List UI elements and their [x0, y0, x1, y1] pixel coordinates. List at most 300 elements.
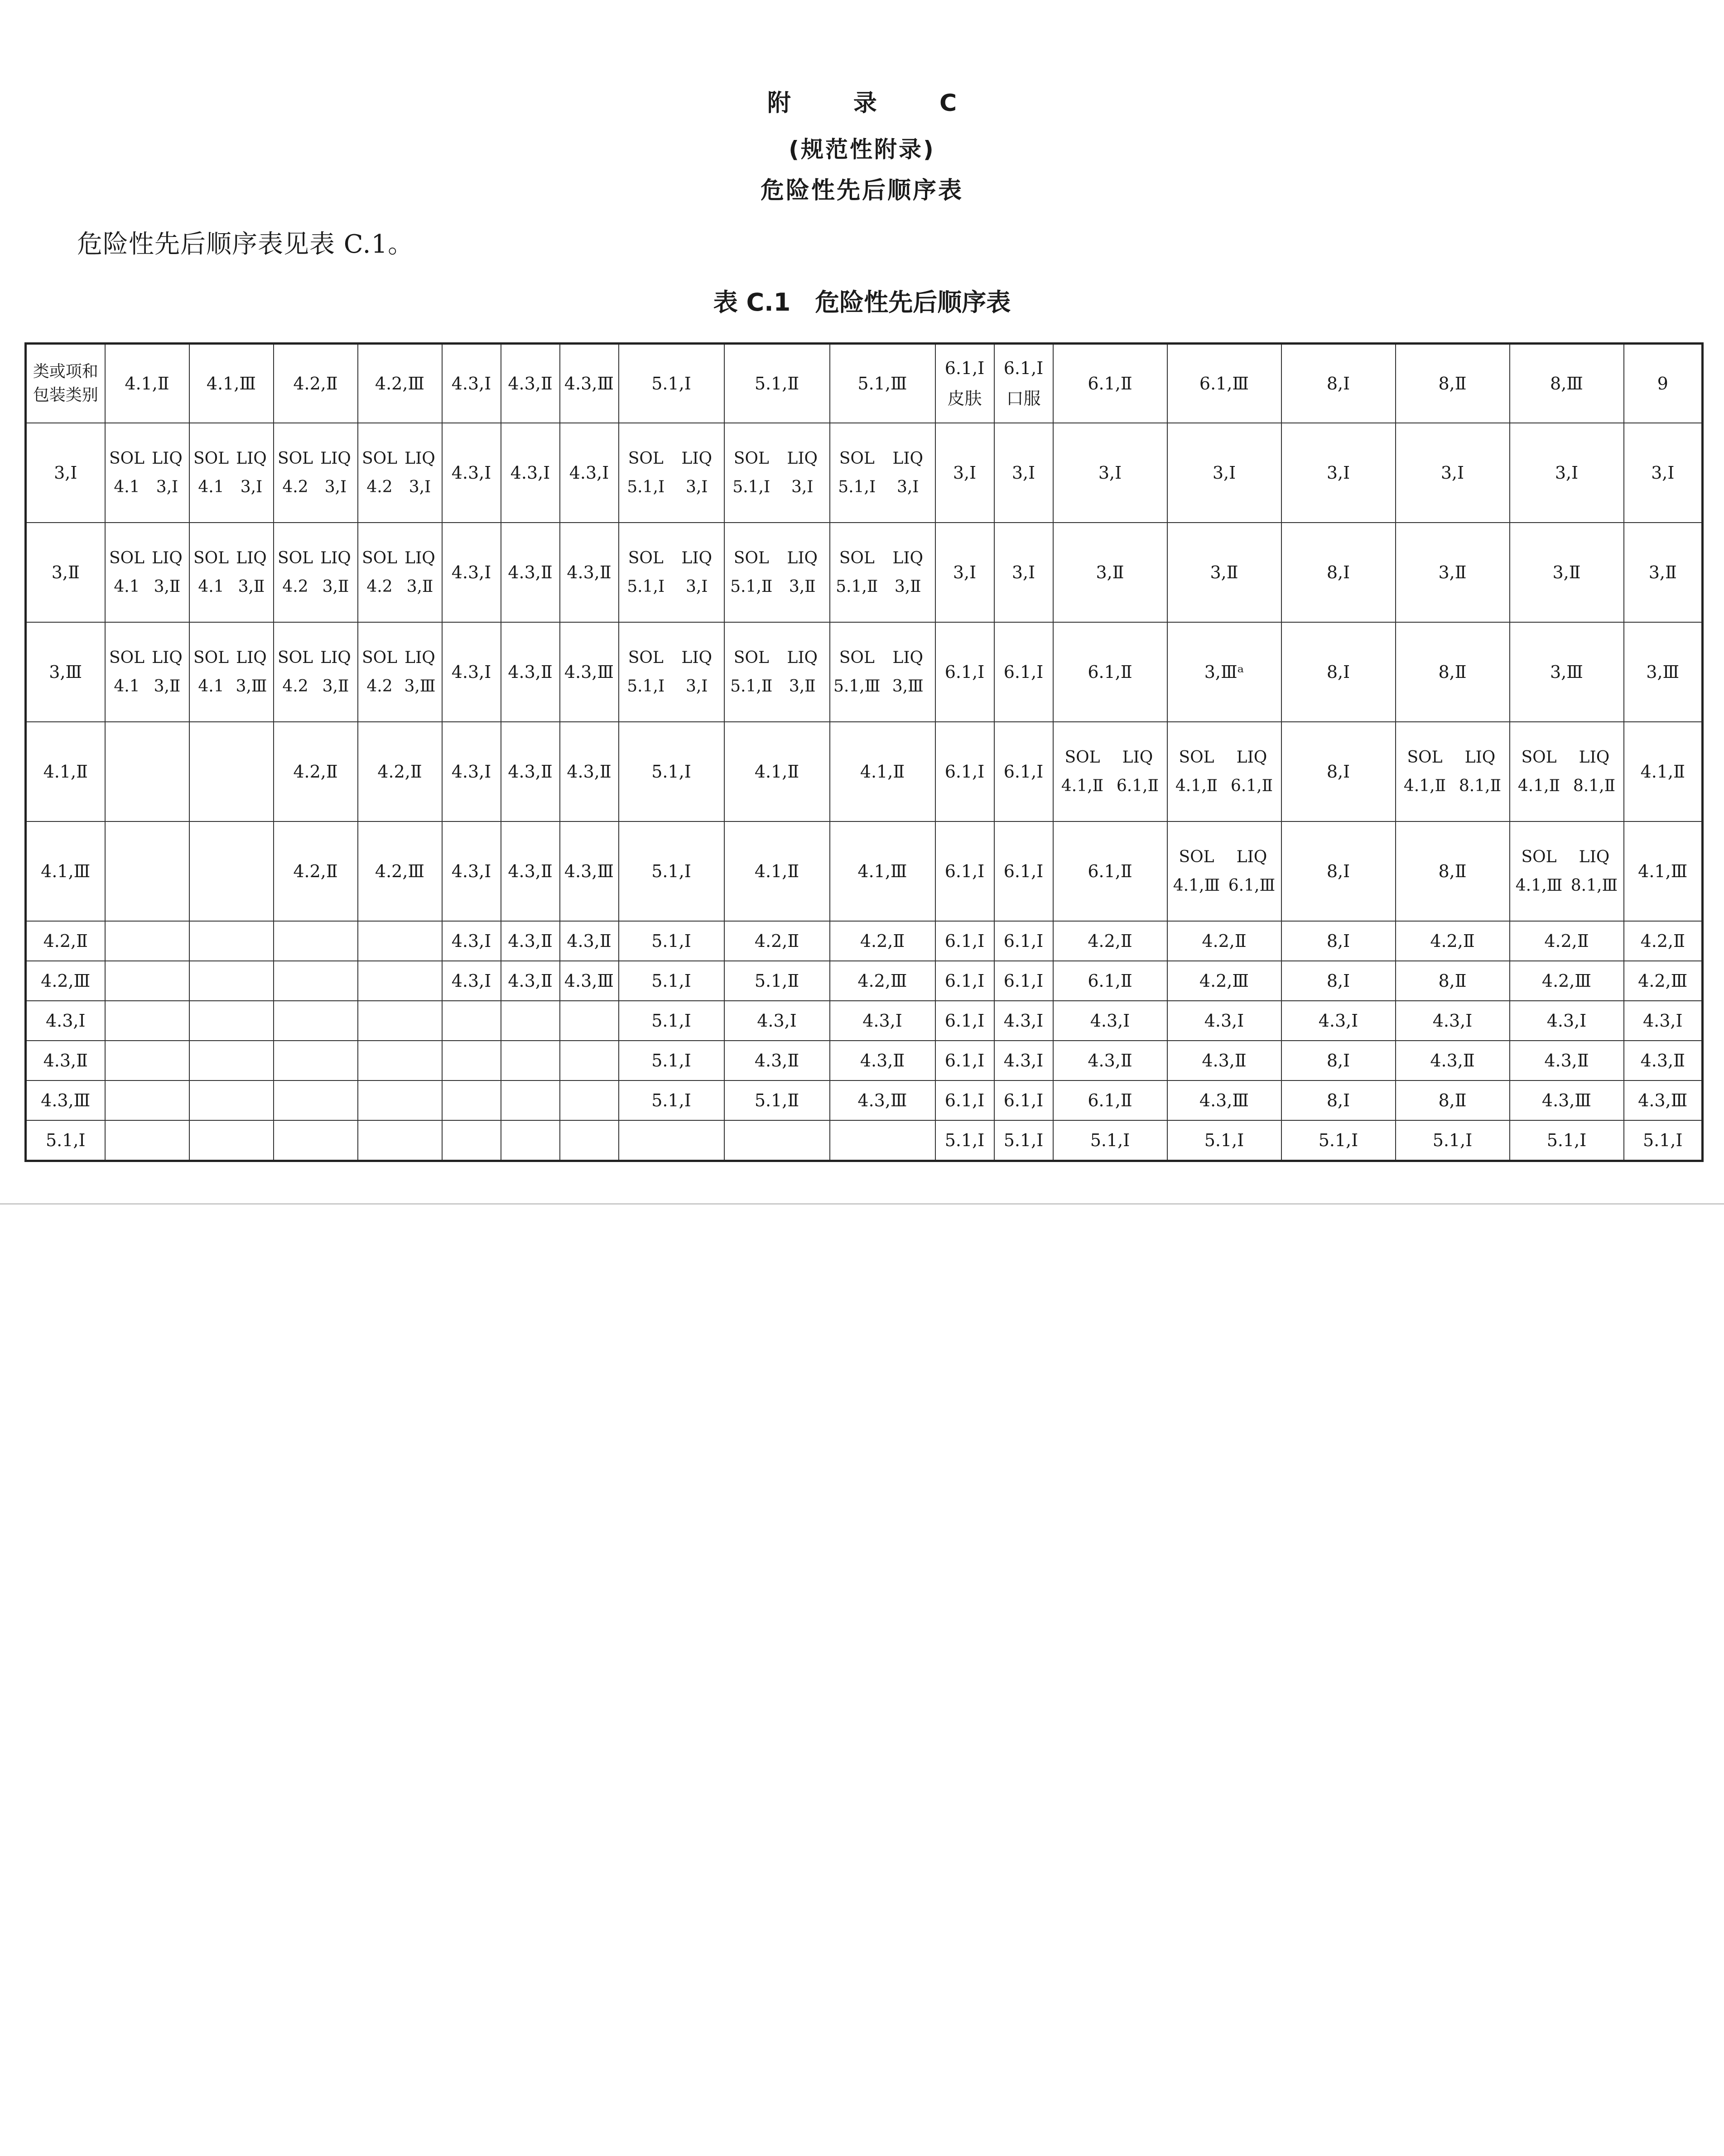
column-header — [105, 344, 189, 423]
liq-value: 3,Ⅱ — [154, 677, 181, 696]
cell-value: 3,Ⅲᵃ — [1204, 662, 1244, 682]
sol-label: SOL — [839, 648, 875, 667]
table-cell — [1281, 1120, 1396, 1161]
column-header — [619, 344, 724, 423]
cell-value: 4.2,Ⅱ — [1202, 931, 1247, 951]
liq-value: 3,Ⅱ — [894, 577, 921, 596]
table-cell — [560, 523, 619, 622]
cell-value: 4.1,Ⅲ — [857, 861, 907, 881]
table-cell — [1053, 921, 1167, 961]
sol-label: SOL — [1179, 748, 1214, 767]
table-cell — [105, 1001, 189, 1041]
column-header — [724, 344, 830, 423]
table-cell — [724, 722, 830, 821]
table-cell — [724, 961, 830, 1001]
table-cell — [358, 523, 442, 622]
sol-label: SOL — [839, 449, 875, 468]
cell-value: 4.3,Ⅰ — [1003, 1051, 1044, 1071]
cell-value: 4.2,Ⅲ — [1199, 971, 1249, 991]
cell-value: 3,Ⅱ — [1648, 562, 1677, 582]
cell-value: 8,Ⅰ — [1326, 971, 1350, 991]
table-cell — [560, 821, 619, 921]
table-cell — [1281, 423, 1396, 523]
table-cell — [619, 961, 724, 1001]
table-cell — [994, 423, 1053, 523]
table-cell — [1624, 961, 1703, 1001]
cell-value: 4.3,Ⅰ — [1642, 1011, 1683, 1031]
cell-value: 3,Ⅰ — [1651, 463, 1675, 483]
table-cell — [358, 1041, 442, 1080]
table-cell — [1624, 622, 1703, 722]
cell-value: 4.3,Ⅲ — [564, 971, 614, 991]
liq-value: 3,Ⅰ — [791, 478, 814, 496]
sol-value: 4.1,Ⅱ — [1517, 777, 1560, 795]
table-cell — [105, 921, 189, 961]
column-header-class: 5.1,Ⅱ — [754, 374, 799, 394]
table-cell — [1053, 1120, 1167, 1161]
sol-label: SOL — [361, 449, 398, 468]
sol-liq-split — [1168, 748, 1281, 795]
cell-value: 4.2,Ⅲ — [1541, 971, 1592, 991]
sol-liq-split — [106, 648, 189, 696]
sol-liq-split — [358, 648, 442, 696]
table-cell — [274, 1041, 358, 1080]
liq-label: LIQ — [152, 449, 183, 468]
sol-label: SOL — [1179, 848, 1214, 866]
sol-value: 5.1,Ⅰ — [838, 478, 876, 496]
cell-value: 4.3,Ⅱ — [508, 861, 553, 881]
sol-label: SOL — [193, 549, 229, 567]
cell-value: 4.3,Ⅲ — [564, 861, 614, 881]
table-cell — [1053, 1001, 1167, 1041]
table-row — [26, 961, 1703, 1001]
table-cell — [1510, 921, 1624, 961]
cell-value: 4.3,Ⅰ — [862, 1011, 902, 1031]
cell-value: 4.1,Ⅱ — [860, 762, 905, 782]
liq-value: 3,Ⅰ — [324, 478, 347, 496]
table-cell — [274, 622, 358, 722]
liq-value: 3,Ⅱ — [789, 577, 816, 596]
table-cell — [1281, 1001, 1396, 1041]
table-cell — [935, 1080, 994, 1120]
cell-value: 4.3,Ⅱ — [754, 1051, 799, 1071]
cell-value: 4.3,Ⅰ — [451, 861, 491, 881]
cell-value: 3,Ⅰ — [1555, 463, 1579, 483]
column-header — [560, 344, 619, 423]
liq-value: 6.1,Ⅲ — [1228, 876, 1276, 895]
table-cell — [274, 523, 358, 622]
table-cell — [994, 961, 1053, 1001]
sol-label: SOL — [733, 648, 769, 667]
liq-value: 3,Ⅱ — [322, 577, 349, 596]
sol-value: 4.1,Ⅱ — [1175, 777, 1218, 795]
table-cell — [501, 961, 560, 1001]
liq-label: LIQ — [320, 449, 351, 468]
table-cell — [1396, 423, 1510, 523]
column-header-class: 8,Ⅰ — [1326, 374, 1350, 394]
table-cell — [1510, 722, 1624, 821]
table-row — [26, 921, 1703, 961]
table-cell — [1624, 1120, 1703, 1161]
table-cell — [501, 423, 560, 523]
table-cell — [619, 1080, 724, 1120]
cell-value: 8,Ⅱ — [1438, 971, 1467, 991]
table-cell — [935, 921, 994, 961]
cell-value: 4.1,Ⅱ — [754, 861, 799, 881]
table-cell — [1053, 1080, 1167, 1120]
liq-label: LIQ — [236, 449, 267, 468]
cell-value: 4.2,Ⅱ — [754, 931, 799, 951]
sol-label: SOL — [361, 648, 398, 667]
liq-label: LIQ — [681, 449, 713, 468]
page-divider — [0, 1203, 1724, 1205]
table-row — [26, 1080, 1703, 1120]
cell-value: 4.3,Ⅰ — [451, 662, 491, 682]
sol-label: SOL — [1064, 748, 1100, 767]
sol-value: 4.1 — [198, 577, 224, 596]
column-header-class: 4.2,Ⅲ — [375, 374, 425, 394]
table-cell — [1396, 821, 1510, 921]
liq-value: 3,Ⅲ — [236, 677, 267, 696]
column-header-class: 4.2,Ⅱ — [293, 374, 338, 394]
table-cell — [994, 1001, 1053, 1041]
sol-liq-split — [619, 549, 724, 596]
liq-label: LIQ — [405, 449, 435, 468]
table-cell — [560, 423, 619, 523]
cell-value: 8,Ⅰ — [1326, 562, 1350, 582]
liq-value: 8.1,Ⅲ — [1570, 876, 1618, 895]
table-cell — [189, 523, 274, 622]
cell-value: 3,Ⅰ — [1440, 463, 1464, 483]
cell-value: 4.3,Ⅱ — [508, 971, 553, 991]
hazard-precedence-table — [24, 342, 1704, 1162]
sol-value: 4.2 — [366, 478, 393, 496]
cell-value: 4.3,Ⅰ — [451, 463, 491, 483]
table-cell — [724, 523, 830, 622]
row-header-label: 3,Ⅱ — [51, 562, 80, 582]
table-cell — [1396, 1001, 1510, 1041]
sol-liq-split — [1054, 748, 1167, 795]
table-cell — [1281, 722, 1396, 821]
table-cell — [619, 523, 724, 622]
table-cell — [724, 1080, 830, 1120]
table-cell — [560, 1080, 619, 1120]
cell-value: 6.1,Ⅰ — [944, 1090, 985, 1110]
table-cell — [830, 423, 935, 523]
table-cell — [619, 1001, 724, 1041]
cell-value: 4.3,Ⅱ — [1430, 1051, 1475, 1071]
liq-value: 3,Ⅰ — [156, 478, 178, 496]
cell-value: 4.3,Ⅰ — [451, 931, 491, 951]
sol-label: SOL — [628, 549, 664, 567]
sol-value: 5.1,Ⅰ — [627, 677, 665, 696]
row-header — [26, 821, 105, 921]
cell-value: 8,Ⅰ — [1326, 662, 1350, 682]
cell-value: 4.3,Ⅰ — [1003, 1011, 1044, 1031]
table-cell — [274, 1001, 358, 1041]
sol-label: SOL — [109, 449, 145, 468]
cell-value: 5.1,Ⅰ — [651, 1090, 691, 1110]
table-cell — [935, 622, 994, 722]
sol-value: 4.2 — [282, 577, 308, 596]
table-cell — [1624, 722, 1703, 821]
cell-value: 6.1,Ⅰ — [944, 662, 985, 682]
liq-label: LIQ — [320, 648, 351, 667]
table-cell — [1510, 1001, 1624, 1041]
cell-value: 4.3,Ⅱ — [567, 562, 612, 582]
liq-label: LIQ — [681, 549, 713, 567]
table-cell — [1281, 921, 1396, 961]
liq-label: LIQ — [892, 449, 924, 468]
sol-liq-split — [106, 449, 189, 496]
cell-value: 4.3,Ⅲ — [857, 1090, 907, 1110]
cell-value: 5.1,Ⅰ — [651, 971, 691, 991]
cell-value: 6.1,Ⅰ — [1003, 762, 1044, 782]
corner-header-cell — [26, 344, 105, 423]
cell-value: 4.3,Ⅰ — [1546, 1011, 1587, 1031]
column-header-class: 6.1,Ⅱ — [1088, 374, 1132, 394]
sol-value: 5.1,Ⅱ — [730, 577, 773, 596]
table-cell — [189, 1001, 274, 1041]
liq-label: LIQ — [1464, 748, 1496, 767]
cell-value: 6.1,Ⅰ — [1003, 861, 1044, 881]
table-cell — [994, 1080, 1053, 1120]
table-cell — [442, 1080, 501, 1120]
table-cell — [274, 1120, 358, 1161]
column-header-route: 皮肤 — [947, 388, 982, 408]
table-cell — [1053, 523, 1167, 622]
sol-liq-split — [358, 549, 442, 596]
sol-liq-split — [830, 449, 935, 496]
sol-value: 4.1 — [198, 478, 224, 496]
column-header — [1510, 344, 1624, 423]
column-header-route: 口服 — [1006, 388, 1041, 408]
table-cell — [994, 523, 1053, 622]
cell-value: 4.3,Ⅱ — [508, 662, 553, 682]
sol-liq-split — [1510, 748, 1623, 795]
table-cell — [105, 961, 189, 1001]
column-header-stack — [936, 358, 994, 409]
cell-value: 4.3,Ⅱ — [508, 931, 553, 951]
table-cell — [501, 1041, 560, 1080]
liq-label: LIQ — [1236, 848, 1267, 866]
table-cell — [724, 622, 830, 722]
liq-label: LIQ — [320, 549, 351, 567]
table-cell — [1510, 1041, 1624, 1080]
cell-value: 5.1,Ⅱ — [754, 971, 799, 991]
column-header-class: 4.3,Ⅱ — [508, 374, 553, 394]
table-cell — [994, 722, 1053, 821]
sol-liq-split — [1510, 848, 1623, 895]
cell-value: 5.1,Ⅰ — [651, 1011, 691, 1031]
liq-label: LIQ — [236, 648, 267, 667]
table-cell — [105, 1041, 189, 1080]
sol-liq-split — [190, 549, 273, 596]
table-row — [26, 1001, 1703, 1041]
table-cell — [1167, 523, 1281, 622]
table-row — [26, 1041, 1703, 1080]
table-cell — [935, 523, 994, 622]
table-cell — [724, 821, 830, 921]
cell-value: 4.3,Ⅰ — [569, 463, 609, 483]
row-header-label: 4.2,Ⅱ — [43, 931, 88, 951]
column-header — [1167, 344, 1281, 423]
liq-value: 3,Ⅲ — [892, 677, 924, 696]
column-header — [1396, 344, 1510, 423]
row-header-label: 3,Ⅲ — [49, 662, 82, 682]
sol-liq-split — [830, 549, 935, 596]
table-cell — [442, 921, 501, 961]
row-header-label: 3,Ⅰ — [54, 463, 77, 483]
table-cell — [1396, 622, 1510, 722]
table-cell — [935, 423, 994, 523]
cell-value: 3,Ⅰ — [1098, 463, 1122, 483]
sol-value: 5.1,Ⅰ — [627, 577, 665, 596]
row-header — [26, 722, 105, 821]
table-cell — [830, 523, 935, 622]
row-header-label: 4.2,Ⅲ — [41, 971, 91, 991]
corner-label-line: 包装类别 — [33, 386, 98, 404]
sol-value: 4.1 — [198, 677, 224, 696]
cell-value: 4.1,Ⅱ — [754, 762, 799, 782]
cell-value: 4.1,Ⅲ — [1638, 861, 1688, 881]
row-header-label: 4.3,Ⅱ — [43, 1051, 88, 1071]
cell-value: 5.1,Ⅰ — [1318, 1130, 1358, 1150]
cell-value: 3,Ⅲ — [1550, 662, 1583, 682]
table-cell — [105, 523, 189, 622]
table-cell — [358, 622, 442, 722]
table-cell — [619, 622, 724, 722]
cell-value: 3,Ⅲ — [1646, 662, 1680, 682]
sol-label: SOL — [1521, 748, 1557, 767]
table-cell — [442, 1120, 501, 1161]
cell-value: 5.1,Ⅰ — [1432, 1130, 1473, 1150]
table-cell — [1167, 1120, 1281, 1161]
sol-value: 4.1,Ⅱ — [1403, 777, 1446, 795]
sol-label: SOL — [109, 648, 145, 667]
column-header — [358, 344, 442, 423]
liq-value: 6.1,Ⅱ — [1230, 777, 1273, 795]
sol-label: SOL — [193, 648, 229, 667]
table-cell — [1510, 961, 1624, 1001]
table-cell — [830, 622, 935, 722]
table-cell — [105, 1080, 189, 1120]
cell-value: 3,Ⅰ — [953, 562, 977, 582]
liq-label: LIQ — [787, 648, 818, 667]
table-cell — [442, 423, 501, 523]
column-header-class: 4.1,Ⅱ — [125, 374, 169, 394]
table-cell — [105, 821, 189, 921]
column-header-class: 4.3,Ⅲ — [564, 374, 614, 394]
table-cell — [189, 423, 274, 523]
cell-value: 6.1,Ⅰ — [1003, 931, 1044, 951]
table-cell — [619, 722, 724, 821]
table-cell — [501, 1120, 560, 1161]
liq-value: 3,Ⅱ — [789, 677, 816, 696]
table-cell — [1510, 821, 1624, 921]
liq-label: LIQ — [787, 449, 818, 468]
cell-value: 8,Ⅰ — [1326, 1051, 1350, 1071]
cell-value: 6.1,Ⅰ — [944, 931, 985, 951]
sol-label: SOL — [733, 549, 769, 567]
cell-value: 5.1,Ⅰ — [1204, 1130, 1244, 1150]
column-header-class: 9 — [1657, 374, 1668, 394]
table-cell — [442, 523, 501, 622]
liq-label: LIQ — [152, 549, 183, 567]
table-cell — [619, 821, 724, 921]
table-cell — [560, 722, 619, 821]
table-cell — [1167, 921, 1281, 961]
table-cell — [442, 961, 501, 1001]
cell-value: 4.3,Ⅱ — [508, 562, 553, 582]
cell-value: 8,Ⅰ — [1326, 931, 1350, 951]
liq-value: 3,Ⅰ — [896, 478, 919, 496]
cell-value: 6.1,Ⅰ — [1003, 1090, 1044, 1110]
sol-label: SOL — [628, 449, 664, 468]
table-cell — [1053, 622, 1167, 722]
table-cell — [1281, 961, 1396, 1001]
table-cell — [1167, 1080, 1281, 1120]
cell-value: 3,Ⅰ — [1011, 562, 1035, 582]
table-cell — [1624, 1041, 1703, 1080]
table-cell — [1053, 1041, 1167, 1080]
cell-value: 4.3,Ⅰ — [1432, 1011, 1473, 1031]
table-cell — [1510, 423, 1624, 523]
cell-value: 4.3,Ⅲ — [1638, 1090, 1688, 1110]
table-cell — [560, 961, 619, 1001]
table-cell — [1396, 961, 1510, 1001]
table-cell — [994, 821, 1053, 921]
row-header-label: 4.1,Ⅱ — [43, 762, 88, 782]
table-cell — [501, 722, 560, 821]
table-cell — [619, 921, 724, 961]
cell-value: 6.1,Ⅰ — [1003, 971, 1044, 991]
liq-label: LIQ — [1122, 748, 1153, 767]
table-cell — [1167, 423, 1281, 523]
table-cell — [189, 722, 274, 821]
liq-value: 8.1,Ⅱ — [1459, 777, 1502, 795]
table-cell — [1053, 722, 1167, 821]
row-header — [26, 921, 105, 961]
column-header — [994, 344, 1053, 423]
column-header-class: 6.1,Ⅰ — [944, 358, 985, 378]
table-cell — [501, 622, 560, 722]
table-cell — [1053, 961, 1167, 1001]
liq-label: LIQ — [681, 648, 713, 667]
column-header-class: 5.1,Ⅲ — [857, 374, 907, 394]
sol-liq-split — [190, 648, 273, 696]
sol-value: 4.2 — [366, 577, 393, 596]
table-cell — [830, 961, 935, 1001]
table-cell — [274, 921, 358, 961]
sol-liq-split — [274, 449, 357, 496]
table-cell — [358, 423, 442, 523]
sol-liq-split — [1168, 848, 1281, 895]
cell-value: 4.3,Ⅲ — [564, 662, 614, 682]
cell-value: 4.2,Ⅱ — [377, 762, 422, 782]
sol-value: 4.2 — [282, 677, 308, 696]
row-header-label: 4.1,Ⅲ — [41, 861, 91, 881]
column-header-class: 5.1,Ⅰ — [651, 374, 691, 394]
cell-value: 4.3,Ⅲ — [1199, 1090, 1249, 1110]
cell-value: 6.1,Ⅱ — [1088, 1090, 1132, 1110]
cell-value: 4.3,Ⅰ — [1204, 1011, 1244, 1031]
liq-value: 6.1,Ⅱ — [1116, 777, 1159, 795]
cell-value: 3,Ⅰ — [1011, 463, 1035, 483]
table-cell — [830, 1080, 935, 1120]
table-cell — [1396, 1120, 1510, 1161]
liq-label: LIQ — [152, 648, 183, 667]
